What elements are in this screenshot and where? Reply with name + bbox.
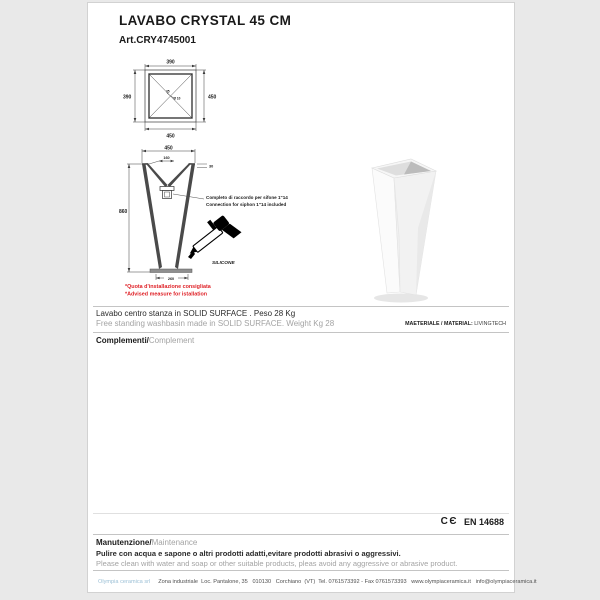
company-name: Olympia ceramica srl: [98, 579, 151, 585]
complements-heading: [96, 336, 194, 345]
maintenance-text-italian: Pulire con acqua e sapone o altri prodotti adatti,evitare prodotti abrasivi o aggressivi.: [96, 549, 401, 558]
topview-dim-left: 390: [123, 94, 132, 101]
frontview-dim-opening: 160: [163, 156, 170, 160]
company-address: Zona industriale Loc. Pantalone, 35 010130 Corchiano (VT) Tel. 0761573392 - Fax 0761573393 www.olympiaceramica.it info@olympiaceramica.it: [158, 579, 537, 585]
topview-note-drain: Ø 10: [173, 96, 181, 101]
frontview-dim-base: 260: [167, 277, 175, 281]
divider-complements: [93, 332, 509, 333]
certification: [441, 516, 504, 527]
topview-dim-right: 450: [208, 94, 217, 101]
product-render: [354, 146, 466, 311]
divider-footer: [93, 570, 509, 571]
divider-description: [93, 306, 509, 307]
material-label: MAETERIALE / MATERIAL:: [405, 321, 473, 327]
material-info: [405, 321, 506, 327]
front-view-drawing: [115, 141, 355, 309]
divider-certification: [93, 513, 509, 514]
description-english: Free standing washbasin made in SOLID SURFACE. Weight Kg 28: [96, 319, 335, 328]
frontview-dim-rim: 30: [209, 164, 214, 169]
maintenance-label-en: Maintenance: [151, 538, 198, 547]
description-italian: Lavabo centro stanza in SOLID SURFACE . Peso 28 Kg: [96, 309, 296, 318]
silicone-label: SILICONE: [212, 261, 235, 266]
material-value: LIVINGTECH: [472, 321, 506, 327]
frontview-dim-height: 860: [119, 209, 128, 215]
maintenance-heading: [96, 538, 197, 547]
advice-note-it: *Quota d'installazione consigliata: [125, 284, 211, 290]
topview-dim-bottom: 450: [166, 133, 175, 140]
footer: [98, 579, 537, 585]
standard-number: EN 14688: [463, 516, 504, 527]
complements-label-en: Complement: [148, 336, 195, 345]
siphon-note-it: Completo di raccordo per sifone 1"14: [206, 195, 288, 200]
frontview-dim-top: 450: [164, 145, 173, 152]
datasheet-page: [87, 2, 537, 593]
complements-label-it: Complementi/: [96, 336, 149, 345]
maintenance-text-english: Please clean with water and soap or other suitable products, pleas avoid any aggressive or abrasive product.: [96, 559, 458, 568]
topview-dim-top: 390: [166, 59, 175, 66]
topview-note-offset: 35: [166, 89, 170, 94]
maintenance-label-it: Manutenzione/: [96, 538, 152, 547]
ce-mark-icon: CЄ: [440, 516, 458, 527]
silicone-gun-icon: [181, 209, 241, 265]
advice-note-en: *Advised measure for istallation: [125, 291, 208, 298]
divider-maintenance: [93, 534, 509, 535]
siphon-note-en: Connection for siphon 1"14 included: [206, 202, 287, 207]
top-view-drawing: [113, 55, 258, 150]
product-title: LAVABO CRYSTAL 45 CM: [119, 13, 292, 28]
article-code: Art.CRY4745001: [119, 35, 196, 46]
